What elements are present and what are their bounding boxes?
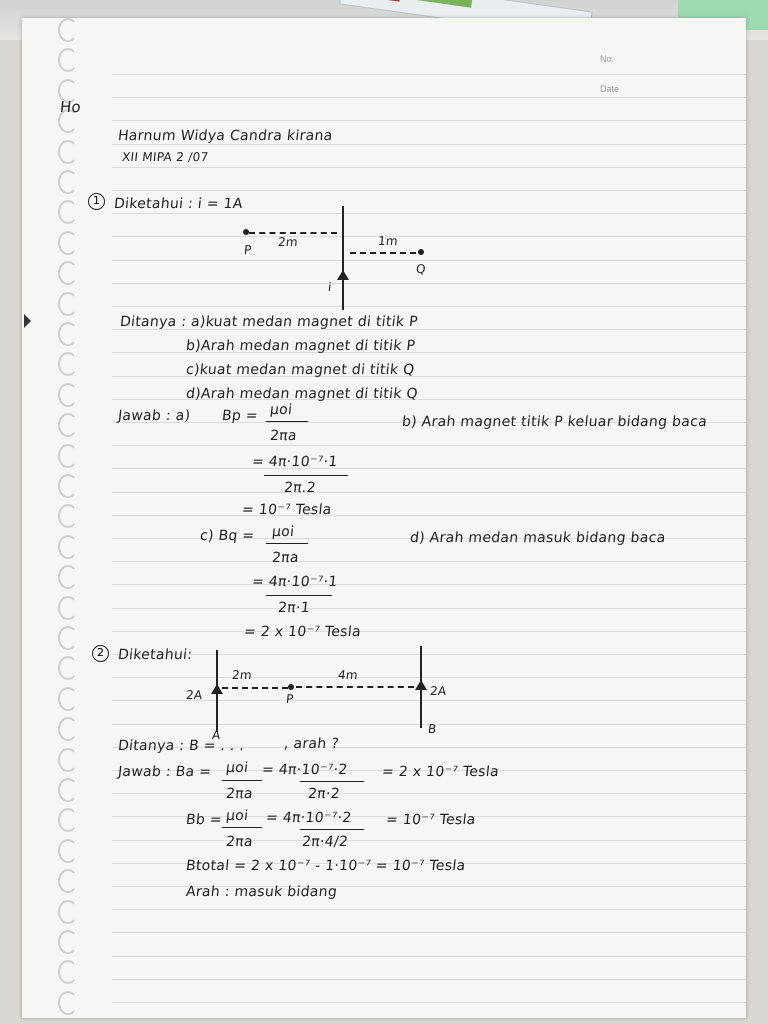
- ditanya-c: c)kuat medan magnet di titik Q: [185, 362, 416, 378]
- ruled-line: [112, 793, 746, 794]
- ruled-line: [112, 515, 746, 516]
- ruled-line: [112, 97, 746, 98]
- binder-hole: [58, 808, 78, 832]
- jawab-label: Jawab : a): [117, 408, 192, 424]
- binder-hole: [58, 626, 78, 650]
- fraction-bar: [264, 475, 348, 476]
- ruled-line: [112, 283, 746, 284]
- student-name: Harnum Widya Candra kirana: [117, 128, 334, 144]
- bq-sub-num: = 4π·10⁻⁷·1: [251, 574, 339, 590]
- binder-hole: [58, 322, 78, 346]
- ruled-line: [112, 306, 746, 307]
- q1-distance-line-p: [249, 232, 337, 234]
- bp-eq: Bp =: [221, 408, 259, 424]
- answer-b: b) Arah magnet titik P keluar bidang baca: [401, 414, 708, 430]
- ruled-line: [112, 1002, 746, 1003]
- question-number: 1: [88, 193, 105, 210]
- point-p-dot: [288, 684, 294, 690]
- bq-den: 2πa: [271, 550, 300, 566]
- binder-hole: [58, 170, 78, 194]
- binder-hole: [58, 292, 78, 316]
- ba-sub-den: 2π·2: [307, 786, 341, 802]
- binder-hole: [58, 839, 78, 863]
- binder-hole: [58, 596, 78, 620]
- label-1m: 1m: [377, 234, 399, 248]
- binder-hole: [58, 960, 78, 984]
- ruled-line: [112, 654, 746, 655]
- label-4m: 4m: [337, 668, 359, 682]
- fraction-bar: [300, 829, 364, 830]
- label-q: Q: [415, 262, 427, 276]
- bb-sub-den: 2π·4/2: [301, 834, 349, 850]
- bp-sub-den: 2π.2: [283, 480, 317, 496]
- ruled-line: [112, 840, 746, 841]
- ruled-line: [112, 932, 746, 933]
- ruled-line: [112, 120, 746, 121]
- binder-hole: [58, 930, 78, 954]
- fraction-bar: [300, 781, 364, 782]
- ditanya-b: b)Arah medan magnet di titik P: [185, 338, 416, 354]
- bq-eq: c) Bq =: [199, 528, 256, 544]
- bq-result: = 2 x 10⁻⁷ Tesla: [243, 624, 362, 640]
- ruled-line: [112, 677, 746, 678]
- student-class: XII MIPA 2 /07: [121, 150, 210, 164]
- binder-hole: [58, 869, 78, 893]
- bb-eq: Bb =: [185, 812, 223, 828]
- binder-hole: [58, 535, 78, 559]
- binder-hole: [58, 656, 78, 680]
- ruled-line: [112, 167, 746, 168]
- ruled-line: [112, 468, 746, 469]
- q1-wire: [342, 206, 344, 310]
- current-arrow-icon: [337, 270, 349, 280]
- binder-mark: [24, 314, 31, 328]
- label-2m: 2m: [277, 235, 299, 249]
- bp-sub-num: = 4π·10⁻⁷·1: [251, 454, 339, 470]
- ruled-line: [112, 700, 746, 701]
- binder-hole: [58, 474, 78, 498]
- q2-distance-line-b: [296, 686, 414, 688]
- date-label: Date: [600, 84, 620, 94]
- fraction-bar: [266, 543, 308, 544]
- binder-hole: [58, 383, 78, 407]
- arah-result: Arah : masuk bidang: [185, 884, 338, 900]
- bb-num: μoi: [225, 808, 250, 824]
- ba-num: μoi: [225, 760, 250, 776]
- binder-hole: [58, 444, 78, 468]
- label-current-b: 2A: [429, 684, 448, 698]
- bb-den: 2πa: [225, 834, 254, 850]
- bp-num: μoi: [269, 402, 294, 418]
- label-b: B: [427, 722, 438, 736]
- ho-mark: Ho: [59, 98, 83, 116]
- q2-ditanya: Ditanya : B = . . .: [117, 738, 246, 754]
- answer-d: d) Arah medan masuk bidang baca: [409, 530, 667, 546]
- label-a: A: [211, 728, 222, 742]
- fraction-bar: [266, 421, 308, 422]
- binder-hole: [58, 687, 78, 711]
- ruled-line: [112, 74, 746, 75]
- label-current-a: 2A: [185, 688, 204, 702]
- q1-distance-line-q: [350, 252, 416, 254]
- fraction-bar: [222, 780, 262, 781]
- ruled-line: [112, 979, 746, 980]
- label-p: P: [243, 243, 253, 257]
- q2-distance-line-a: [222, 687, 288, 689]
- binder-hole: [58, 200, 78, 224]
- point-q-dot: [418, 249, 424, 255]
- ruled-line: [112, 561, 746, 562]
- ruled-line: [112, 260, 746, 261]
- label-2m: 2m: [231, 668, 253, 682]
- no-label: No.: [600, 54, 615, 64]
- bq-num: μoi: [271, 524, 296, 540]
- current-arrow-icon: [211, 684, 223, 694]
- question-number: 2: [92, 645, 109, 662]
- binder-hole: [58, 140, 78, 164]
- bb-result: = 10⁻⁷ Tesla: [385, 812, 477, 828]
- q2-diketahui: Diketahui:: [117, 647, 194, 663]
- binder-hole: [58, 991, 78, 1015]
- ruled-line: [112, 213, 746, 214]
- ruled-line: [112, 608, 746, 609]
- ba-eq: Jawab : Ba =: [117, 764, 213, 780]
- ditanya-a: Ditanya : a)kuat medan magnet di titik P: [119, 314, 419, 330]
- btotal-line: Btotal = 2 x 10⁻⁷ - 1·10⁻⁷ = 10⁻⁷ Tesla: [185, 858, 467, 874]
- binder-hole: [58, 48, 78, 72]
- binder-hole: [58, 504, 78, 528]
- ruled-line: [112, 236, 746, 237]
- bq-sub-den: 2π·1: [277, 600, 311, 616]
- q2-arah-q: , arah ?: [283, 736, 340, 752]
- binder-hole: [58, 748, 78, 772]
- ruled-line: [112, 584, 746, 585]
- ba-den: 2πa: [225, 786, 254, 802]
- ruled-line: [112, 445, 746, 446]
- fraction-bar: [222, 827, 262, 828]
- ba-sub-num: = 4π·10⁻⁷·2: [261, 762, 349, 778]
- binder-hole: [58, 413, 78, 437]
- ruled-line: [112, 631, 746, 632]
- binder-hole: [58, 778, 78, 802]
- ruled-line: [112, 492, 746, 493]
- binder-hole: [58, 565, 78, 589]
- binder-hole: [58, 352, 78, 376]
- current-arrow-icon: [415, 680, 427, 690]
- q1-diketahui: Diketahui : i = 1A: [113, 196, 244, 212]
- ruled-line: [112, 956, 746, 957]
- label-i: i: [327, 280, 333, 294]
- fraction-bar: [266, 595, 332, 596]
- bp-den: 2πa: [269, 428, 298, 444]
- ruled-line: [112, 190, 746, 191]
- ruled-line: [112, 909, 746, 910]
- bb-sub-num: = 4π·10⁻⁷·2: [265, 810, 353, 826]
- ba-result: = 2 x 10⁻⁷ Tesla: [381, 764, 500, 780]
- label-p: P: [285, 692, 295, 706]
- binder-hole: [58, 18, 78, 42]
- bp-result: = 10⁻⁷ Tesla: [241, 502, 333, 518]
- binder-hole: [58, 717, 78, 741]
- ditanya-d: d)Arah medan magnet di titik Q: [185, 386, 419, 402]
- binder-hole: [58, 231, 78, 255]
- binder-hole: [58, 900, 78, 924]
- binder-hole: [58, 261, 78, 285]
